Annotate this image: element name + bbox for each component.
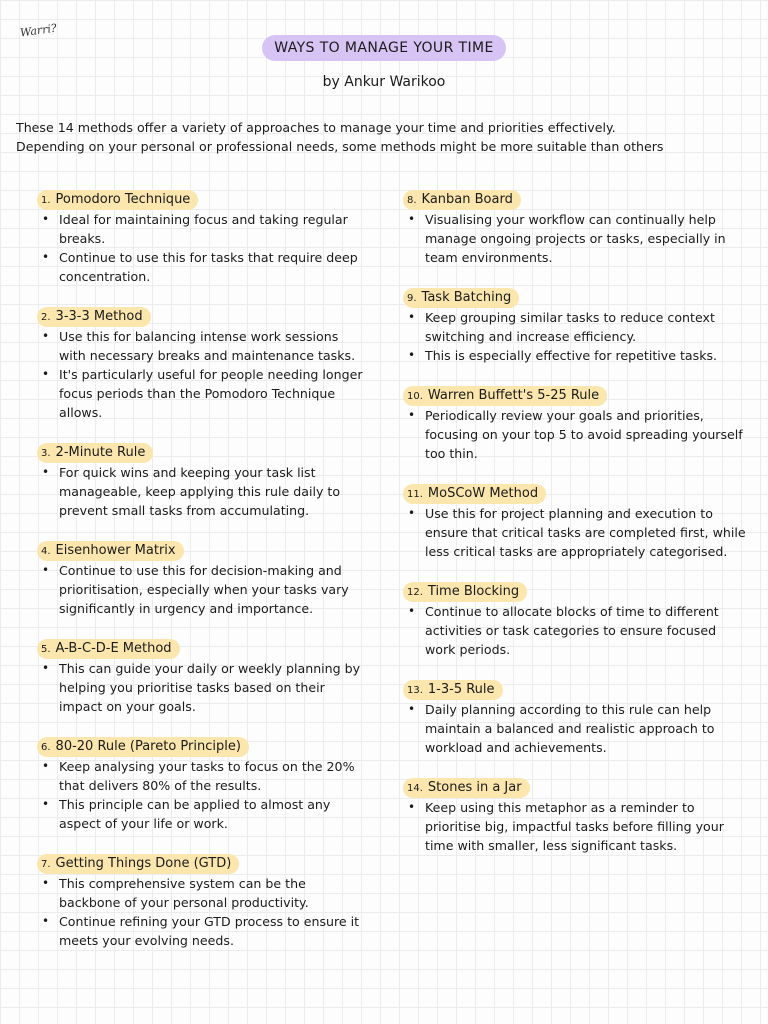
method-bullet-list [37, 659, 367, 716]
method-bullet-list [403, 308, 748, 365]
method-bullet: • This is especially effective for repetitive tasks. [403, 346, 748, 365]
method-block [37, 188, 367, 286]
method-bullet-list [403, 798, 748, 855]
method-bullet-list [403, 602, 748, 659]
method-heading [403, 484, 546, 504]
method-title: Kanban Board [421, 192, 513, 207]
method-bullet: • Periodically review your goals and priorities, focusing on your top 5 to avoid spreading yourself too thin. [403, 406, 748, 463]
method-number: 9. [407, 293, 417, 304]
method-bullet: • Keep grouping similar tasks to reduce context switching and increase efficiency. [403, 308, 748, 346]
intro-paragraph [16, 118, 756, 156]
author-signature: Warri? [19, 21, 58, 40]
method-bullet-list [37, 327, 367, 422]
method-block [403, 580, 748, 659]
method-bullet-list [37, 210, 367, 286]
method-number: 1. [41, 195, 51, 206]
method-heading [37, 190, 198, 210]
method-title: Getting Things Done (GTD) [55, 856, 232, 871]
method-heading [37, 737, 249, 757]
byline: by Ankur Warikoo [322, 74, 446, 90]
method-title: MoSCoW Method [427, 486, 539, 501]
method-bullet: • Use this for balancing intense work sessions with necessary breaks and maintenance tasks. [37, 327, 367, 365]
method-bullet: • This principle can be applied to almost any aspect of your life or work. [37, 795, 367, 833]
method-bullet-list [37, 757, 367, 833]
method-bullet: • For quick wins and keeping your task list manageable, keep applying this rule daily to prevent small tasks from accumulating. [37, 463, 367, 520]
method-bullet: • Continue to use this for decision-making and prioritisation, especially when your tasks vary significantly in urgency and importance. [37, 561, 367, 618]
method-block [37, 637, 367, 716]
method-bullet-list [403, 210, 748, 267]
method-number: 2. [41, 312, 51, 323]
method-bullet-list [37, 874, 367, 950]
method-bullet-list [37, 561, 367, 618]
method-bullet: • Visualising your workflow can continually help manage ongoing projects or tasks, especially in team environments. [403, 210, 748, 267]
method-bullet-list [403, 406, 748, 463]
method-title: Stones in a Jar [427, 780, 522, 795]
method-heading [37, 854, 239, 874]
method-heading [37, 443, 153, 463]
method-block [403, 678, 748, 757]
method-bullet-list [403, 504, 748, 561]
method-number: 8. [407, 195, 417, 206]
method-bullet: • It's particularly useful for people needing longer focus periods than the Pomodoro Technique allows. [37, 365, 367, 422]
method-bullet-list [403, 700, 748, 757]
method-block [37, 735, 367, 833]
left-column [37, 188, 367, 969]
method-heading [37, 639, 180, 659]
method-bullet: • Keep using this metaphor as a reminder to prioritise big, impactful tasks before filling your time with smaller, less significant tasks. [403, 798, 748, 855]
method-number: 11. [407, 489, 423, 500]
right-column [403, 188, 748, 874]
method-block [403, 188, 748, 267]
method-title: Time Blocking [427, 584, 520, 599]
method-title: Eisenhower Matrix [55, 543, 176, 558]
method-block [37, 441, 367, 520]
method-heading [403, 680, 503, 700]
method-title: Task Batching [421, 290, 512, 305]
intro-line: Depending on your personal or professional needs, some methods might be more suitable than others [16, 139, 664, 154]
method-block [37, 305, 367, 422]
method-bullet: • Continue refining your GTD process to ensure it meets your evolving needs. [37, 912, 367, 950]
method-bullet: • This comprehensive system can be the backbone of your personal productivity. [37, 874, 367, 912]
method-number: 12. [407, 587, 423, 598]
method-heading [403, 778, 530, 798]
method-number: 5. [41, 644, 51, 655]
method-title: 1-3-5 Rule [427, 682, 495, 697]
method-block [403, 482, 748, 561]
method-title: Pomodoro Technique [55, 192, 191, 207]
method-bullet: • Ideal for maintaining focus and taking regular breaks. [37, 210, 367, 248]
page-title: WAYS TO MANAGE YOUR TIME [262, 35, 506, 61]
method-title: Warren Buffett's 5-25 Rule [427, 388, 600, 403]
method-block [403, 286, 748, 365]
method-heading [37, 541, 184, 561]
method-block [403, 384, 748, 463]
method-heading [37, 307, 151, 327]
method-heading [403, 386, 607, 406]
method-number: 6. [41, 742, 51, 753]
method-block [403, 776, 748, 855]
intro-line: These 14 methods offer a variety of approaches to manage your time and priorities effectively. [16, 120, 616, 135]
title-area [0, 35, 768, 61]
method-bullet: • Daily planning according to this rule can help maintain a balanced and realistic approach to workload and achievements. [403, 700, 748, 757]
method-bullet: • Use this for project planning and execution to ensure that critical tasks are completed first, while less critical tasks are appropriately categorised. [403, 504, 748, 561]
method-title: 2-Minute Rule [55, 445, 146, 460]
method-block [37, 852, 367, 950]
method-number: 3. [41, 448, 51, 459]
method-number: 4. [41, 546, 51, 557]
method-heading [403, 190, 521, 210]
method-bullet: • Continue to use this for tasks that require deep concentration. [37, 248, 367, 286]
method-number: 10. [407, 391, 423, 402]
method-number: 7. [41, 859, 51, 870]
method-heading [403, 582, 527, 602]
method-number: 14. [407, 783, 423, 794]
method-title: 80-20 Rule (Pareto Principle) [55, 739, 241, 754]
method-block [37, 539, 367, 618]
method-title: A-B-C-D-E Method [55, 641, 172, 656]
method-title: 3-3-3 Method [55, 309, 143, 324]
method-bullet: • Keep analysing your tasks to focus on the 20% that delivers 80% of the results. [37, 757, 367, 795]
method-number: 13. [407, 685, 423, 696]
method-bullet: • This can guide your daily or weekly planning by helping you prioritise tasks based on their impact on your goals. [37, 659, 367, 716]
method-bullet-list [37, 463, 367, 520]
method-bullet: • Continue to allocate blocks of time to different activities or task categories to ensure focused work periods. [403, 602, 748, 659]
method-heading [403, 288, 519, 308]
